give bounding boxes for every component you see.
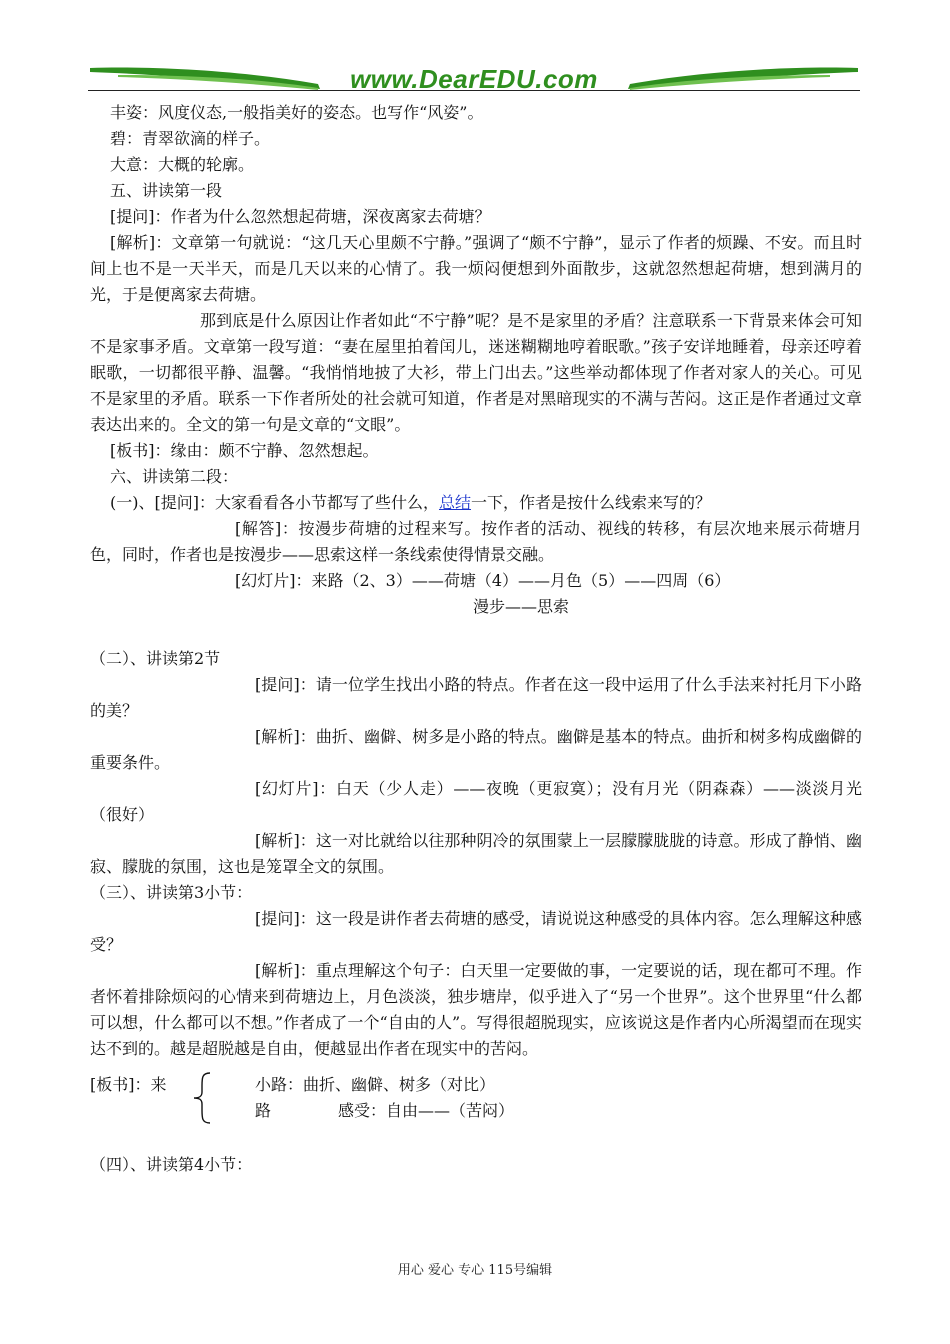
board-row: 小路：曲折、幽僻、树多（对比） (255, 1075, 496, 1094)
page-footer: 用心 爱心 专心 115号编辑 (397, 1263, 553, 1278)
board-label: [板书]：来 (90, 1075, 167, 1094)
board-row: 路 (255, 1101, 272, 1120)
paragraph: [提问]：请一位学生找出小路的特点。作者在这一段中运用了什么手法来衬托月下小路的美？ (90, 675, 862, 720)
section-heading: （三）、讲读第3小节： (90, 883, 253, 902)
section-heading: 五、讲读第一段 (110, 181, 223, 200)
paragraph: [解析]：这一对比就给以往那种阴冷的氛围蒙上一层朦朦胧胧的诗意。形成了静悄、幽寂、朦胧的氛围，这也是笼罩全文的氛围。 (90, 831, 862, 876)
site-logo-text[interactable]: www.DearEDU.com (350, 64, 598, 94)
text-line: 大意：大概的轮廓。 (110, 155, 255, 174)
paragraph: [解析]：文章第一句就说：“这几天心里颇不宁静。”强调了“颇不宁静”，显示了作者的烦躁、不安。而且时间上也不是一天半天，而是几天以来的心情了。我一烦闷便想到外面散步，这就忽然想起荷塘，想到满月的光，于是便离家去荷塘。 (90, 233, 862, 304)
paragraph: [解答]：按漫步荷塘的过程来写。按作者的活动、视线的转移，有层次地来展示荷塘月色，同时，作者也是按漫步——思索这样一条线索使得情景交融。 (90, 519, 862, 564)
section-heading: （二）、讲读第2节 (90, 649, 221, 668)
header-rule (88, 90, 860, 91)
text-line: 碧：青翠欲滴的样子。 (110, 129, 271, 148)
board-row: 感受：自由——（苦闷） (338, 1101, 515, 1120)
text-line: 漫步——思索 (472, 597, 569, 616)
section-heading: （四）、讲读第4小节： (90, 1155, 253, 1174)
text-line: 丰姿：风度仪态,一般指美好的姿态。也写作“风姿”。 (110, 103, 484, 122)
text-line (90, 490, 862, 516)
section-heading: 六、讲读第二段： (110, 467, 239, 486)
summary-link[interactable]: 总结 (438, 493, 471, 512)
left-brace-icon (190, 1070, 214, 1126)
paragraph: [提问]：这一段是讲作者去荷塘的感受，请说说这种感受的具体内容。怎么理解这种感受？ (90, 909, 862, 954)
document-body (90, 100, 862, 1178)
text-line: [幻灯片]：来路（2、3）——荷塘（4）——月色（5）——四周（6） (235, 571, 731, 590)
paragraph: 那到底是什么原因让作者如此“不宁静”呢？是不是家里的矛盾？注意联系一下背景来体会可知不是家事矛盾。文章第一段写道：“妻在屋里拍着闰儿，迷迷糊糊地哼着眠歌。”孩子安详地睡着，母亲还哼着眠歌，一切都很平静、温馨。“我悄悄地披了大衫，带上门出去。”这些举动都体现了作者对家人的关心。可见不是家里的矛盾。联系一下作者所处的社会就可知道，作者是对黑暗现实的不满与苦闷。这正是作者通过文章表达出来的。全文的第一句是文章的“文眼”。 (90, 311, 862, 434)
paragraph: [解析]：曲折、幽僻、树多是小路的特点。幽僻是基本的特点。曲折和树多构成幽僻的重要条件。 (90, 727, 862, 772)
paragraph: [解析]：重点理解这个句子：白天里一定要做的事，一定要说的话，现在都可不理。作者怀着排除烦闷的心情来到荷塘边上，月色淡淡，独步塘岸，似乎进入了“另一个世界”。这个世界里“什么都可以想，什么都可以不想。”作者成了一个“自由的人”。写得很超脱现实，应该说这是作者内心所渴望而在现实达不到的。越是超脱越是自由，便越显出作者在现实中的苦闷。 (90, 961, 862, 1058)
paragraph: [幻灯片]：白天（少人走）——夜晚（更寂寞）；没有月光（阴森森）——淡淡月光（很好） (90, 779, 862, 824)
board-notes (90, 1070, 862, 1126)
site-header (88, 58, 860, 98)
text-segment: 一下，作者是按什么线索来写的？ (471, 493, 712, 512)
text-segment: (一)、[提问]：大家看看各小节都写了些什么， (110, 493, 439, 512)
text-line: [提问]：作者为什么忽然想起荷塘，深夜离家去荷塘？ (110, 207, 491, 226)
text-line: [板书]：缘由：颇不宁静、忽然想起。 (110, 441, 379, 460)
